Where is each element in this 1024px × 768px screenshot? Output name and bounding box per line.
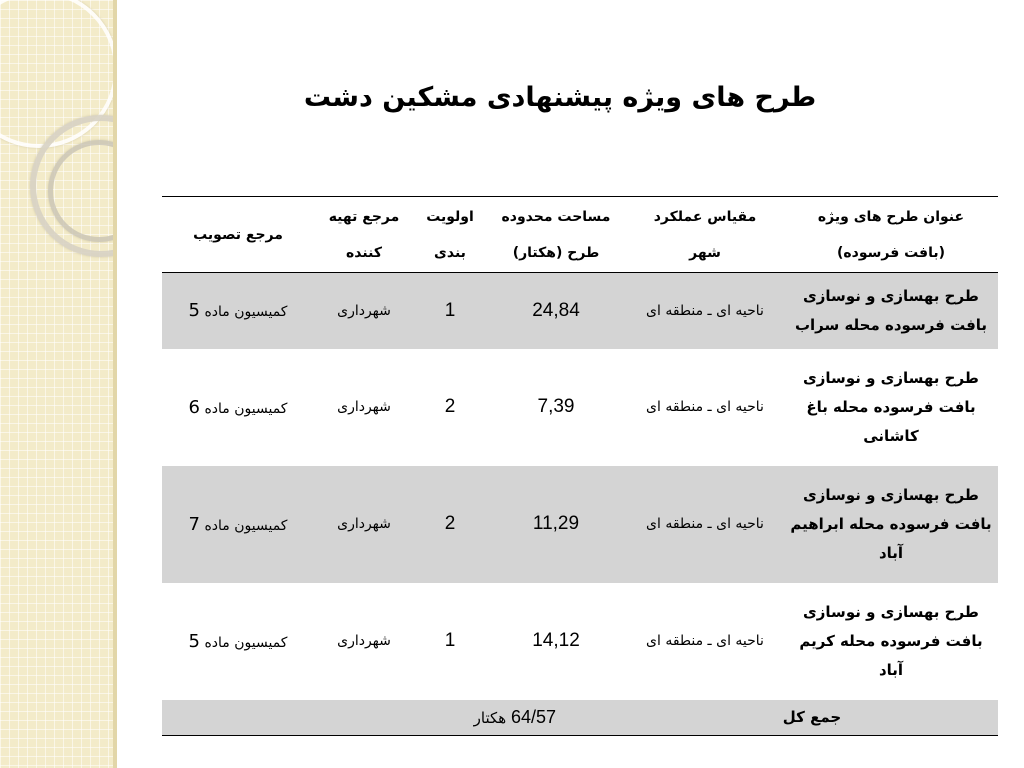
header-area [486,197,626,273]
priority-cell: 1 [444,630,456,651]
prep-cell: شهرداری [337,399,391,415]
approve-label: کمیسیون ماده [204,400,288,417]
approve-label: کمیسیون ماده [204,517,288,534]
scale-cell: ناحیه ای ـ منطقه ای [646,633,764,649]
header-plan-title-line: (بافت فرسوده) [836,244,946,261]
prep-cell: شهرداری [337,516,391,532]
header-scale-line: شهر [689,244,721,261]
table-row [162,583,998,700]
area-cell: 11,29 [532,513,580,534]
scale-cell: ناحیه ای ـ منطقه ای [646,399,764,415]
header-scale-line: مقیاس عملکرد [653,208,757,225]
header-priority-line: اولویت [426,208,474,225]
header-prep-line: مرجع تهیه [328,208,400,225]
approve-cell [162,466,314,583]
table-row [162,466,998,583]
plan-title-line: بافت فرسوده محله کریم [799,631,983,650]
plan-title-line: آباد [878,660,904,679]
priority-cell: 1 [444,299,456,321]
header-area-line: طرح (هکتار) [512,244,600,261]
header-priority-line: بندی [434,244,466,261]
area-cell: 14,12 [532,630,580,651]
plan-title-line: طرح بهسازی و نوسازی [803,602,979,621]
approve-cell [162,273,314,349]
approve-number: 7 [188,513,200,535]
plan-title-line: بافت فرسوده محله ابراهیم [790,514,992,533]
table-row [162,273,998,349]
sidebar-edge [113,0,117,768]
scale-cell: ناحیه ای ـ منطقه ای [646,516,764,532]
slide-title: طرح های ویژه پیشنهادی مشکین دشت [303,82,817,113]
scale-cell: ناحیه ای ـ منطقه ای [646,302,764,319]
plan-title-line: طرح بهسازی و نوسازی [803,368,979,387]
prep-cell: شهرداری [337,633,391,649]
plan-title-line: طرح بهسازی و نوسازی [803,485,979,504]
header-approve [162,197,314,273]
approve-label: کمیسیون ماده [204,304,288,321]
header-approve-line: مرجع تصویب [193,226,283,243]
header-scale [626,197,784,273]
table-header-row [162,197,998,273]
total-value-cell [162,700,626,736]
header-prep [314,197,414,273]
approve-cell [162,583,314,700]
header-priority [414,197,486,273]
approve-number: 5 [188,300,200,322]
decorative-sidebar [0,0,113,768]
approve-number: 5 [188,630,200,652]
header-plan-title-line: عنوان طرح های ویژه [817,208,965,225]
total-row [162,700,998,736]
approve-number: 6 [188,396,200,418]
plan-title-line: طرح بهسازی و نوسازی [803,286,979,305]
plan-title-line: بافت فرسوده محله سراب [794,315,988,334]
plan-title-cell [784,349,998,466]
priority-cell: 2 [444,396,456,417]
total-unit: هکتار [473,708,507,727]
table-row [162,349,998,466]
header-plan-title [784,197,998,273]
plan-title-line: کاشانی [863,426,919,445]
total-label: جمع کل [782,708,842,727]
total-value: 64/57 [510,706,556,727]
plan-title-line: آباد [878,543,904,562]
plan-title-cell [784,273,998,349]
special-plans-table [162,196,998,736]
approve-label: کمیسیون ماده [204,634,288,651]
plan-title-line: بافت فرسوده محله باغ [806,397,976,416]
plan-title-cell [784,466,998,583]
plan-title-cell [784,583,998,700]
prep-cell: شهرداری [337,302,391,319]
header-prep-line: کننده [346,244,382,261]
header-area-line: مساحت محدوده [501,208,611,225]
approve-cell [162,349,314,466]
area-cell: 7,39 [537,396,575,417]
area-cell: 24,84 [532,299,580,321]
priority-cell: 2 [444,513,456,534]
